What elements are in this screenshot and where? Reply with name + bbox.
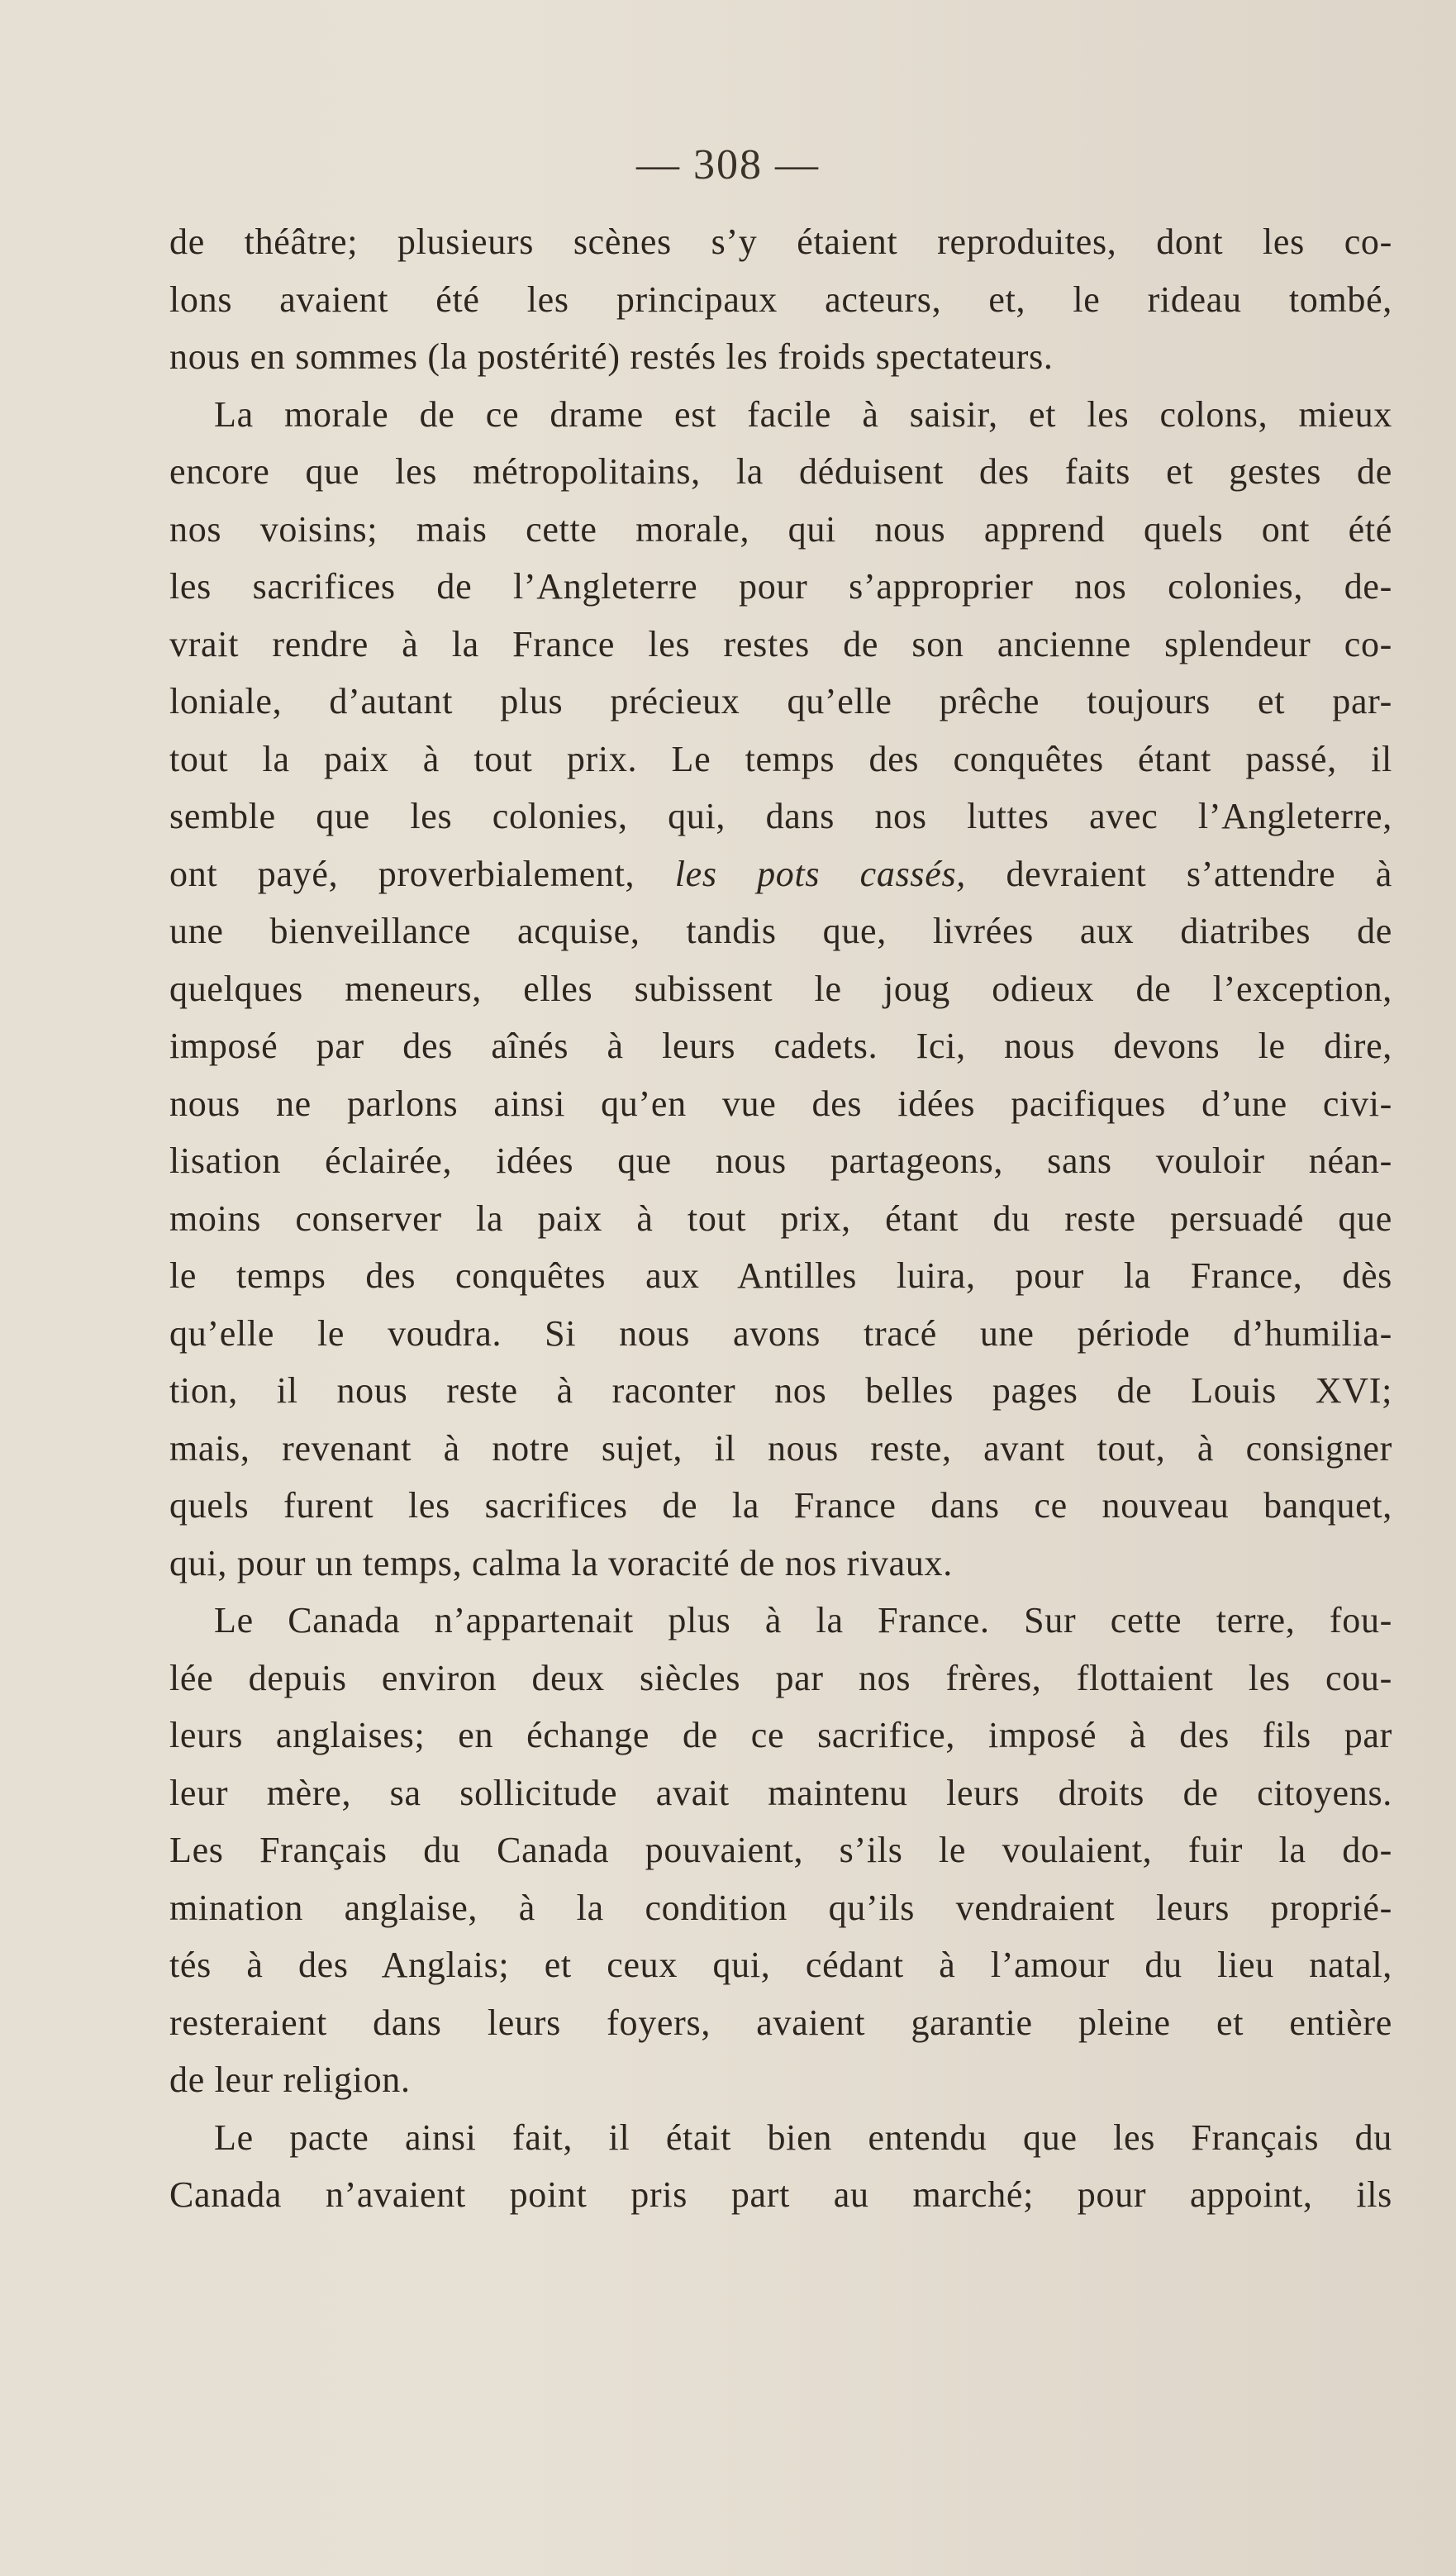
text-line: lons avaient été les principaux acteurs, et, le rideau tombé, bbox=[169, 279, 1392, 320]
text-line: nous en sommes (la postérité) restés les froids spectateurs. bbox=[169, 336, 1054, 377]
text-line: Le pacte ainsi fait, il était bien entendu que les Français du bbox=[214, 2117, 1392, 2158]
paragraph-4 bbox=[169, 2109, 1392, 2224]
text-line: de théâtre; plusieurs scènes s’y étaient reproduites, dont les co- bbox=[169, 221, 1392, 262]
text-line: qu’elle le voudra. Si nous avons tracé une période d’humilia- bbox=[169, 1312, 1392, 1354]
paragraph-2 bbox=[169, 386, 1392, 1593]
text-line: mais, revenant à notre sujet, il nous reste, avant tout, à consigner bbox=[169, 1427, 1392, 1469]
text-line: leurs anglaises; en échange de ce sacrifice, imposé à des fils par bbox=[169, 1715, 1392, 1755]
text-line: semble que les colonies, qui, dans nos luttes avec l’Angleterre, bbox=[169, 796, 1392, 836]
text-line: nous ne parlons ainsi qu’en vue des idées pacifiques d’une civi- bbox=[169, 1083, 1392, 1124]
text-line: le temps des conquêtes aux Antilles luira, pour la France, dès bbox=[169, 1255, 1392, 1296]
italic-phrase: les pots cassés, bbox=[674, 853, 967, 894]
text-line: qui, pour un temps, calma la voracité de nos rivaux. bbox=[169, 1542, 953, 1583]
text-line: encore que les métropolitains, la déduisent des faits et gestes de bbox=[169, 451, 1392, 492]
text-segment: ont payé, proverbialement, bbox=[169, 853, 635, 894]
text-segment: devraient s’attendre à bbox=[966, 853, 1392, 894]
body-text bbox=[169, 213, 1392, 2224]
text-line: tés à des Anglais; et ceux qui, cédant à l’amour du lieu natal, bbox=[169, 1945, 1392, 1985]
text-line: La morale de ce drame est facile à saisir, et les colons, mieux bbox=[214, 393, 1392, 435]
paragraph-3 bbox=[169, 1592, 1392, 2109]
text-line: vrait rendre à la France les restes de son ancienne splendeur co- bbox=[169, 623, 1392, 664]
text-line: Le Canada n’appartenait plus à la France. Sur cette terre, fou- bbox=[214, 1600, 1392, 1640]
text-line: lée depuis environ deux siècles par nos frères, flottaient les cou- bbox=[169, 1657, 1392, 1698]
page-number: — 308 — bbox=[636, 141, 820, 188]
text-line: leur mère, sa sollicitude avait maintenu leurs droits de citoyens. bbox=[169, 1772, 1392, 1813]
text-line: une bienveillance acquise, tandis que, livrées aux diatribes de bbox=[169, 911, 1392, 951]
text-line: imposé par des aînés à leurs cadets. Ici, nous devons le dire, bbox=[169, 1026, 1392, 1066]
text-line: loniale, d’autant plus précieux qu’elle prêche toujours et par- bbox=[169, 681, 1392, 721]
text-line: tout la paix à tout prix. Le temps des conquêtes étant passé, il bbox=[169, 738, 1392, 779]
text-line: quelques meneurs, elles subissent le joug odieux de l’exception, bbox=[169, 968, 1392, 1009]
text-line: Les Français du Canada pouvaient, s’ils le voulaient, fuir la do- bbox=[169, 1830, 1392, 1870]
text-line: tion, il nous reste à raconter nos belles pages de Louis XVI; bbox=[169, 1370, 1392, 1411]
text-line: resteraient dans leurs foyers, avaient garantie pleine et entière bbox=[169, 2002, 1392, 2043]
text-line: les sacrifices de l’Angleterre pour s’approprier nos colonies, de- bbox=[169, 566, 1392, 607]
text-line: lisation éclairée, idées que nous partageons, sans vouloir néan- bbox=[169, 1140, 1392, 1181]
text-line: Canada n’avaient point pris part au marché; pour appoint, ils bbox=[169, 2174, 1392, 2215]
paragraph-1 bbox=[169, 213, 1392, 386]
text-line: nos voisins; mais cette morale, qui nous apprend quels ont été bbox=[169, 508, 1392, 550]
text-line: moins conserver la paix à tout prix, étant du reste persuadé que bbox=[169, 1198, 1392, 1239]
text-line: mination anglaise, à la condition qu’ils vendraient leurs proprié- bbox=[169, 1887, 1392, 1928]
text-line: de leur religion. bbox=[169, 2059, 411, 2100]
text-line: quels furent les sacrifices de la France dans ce nouveau banquet, bbox=[169, 1485, 1392, 1526]
text-line-with-italic bbox=[169, 845, 1392, 903]
